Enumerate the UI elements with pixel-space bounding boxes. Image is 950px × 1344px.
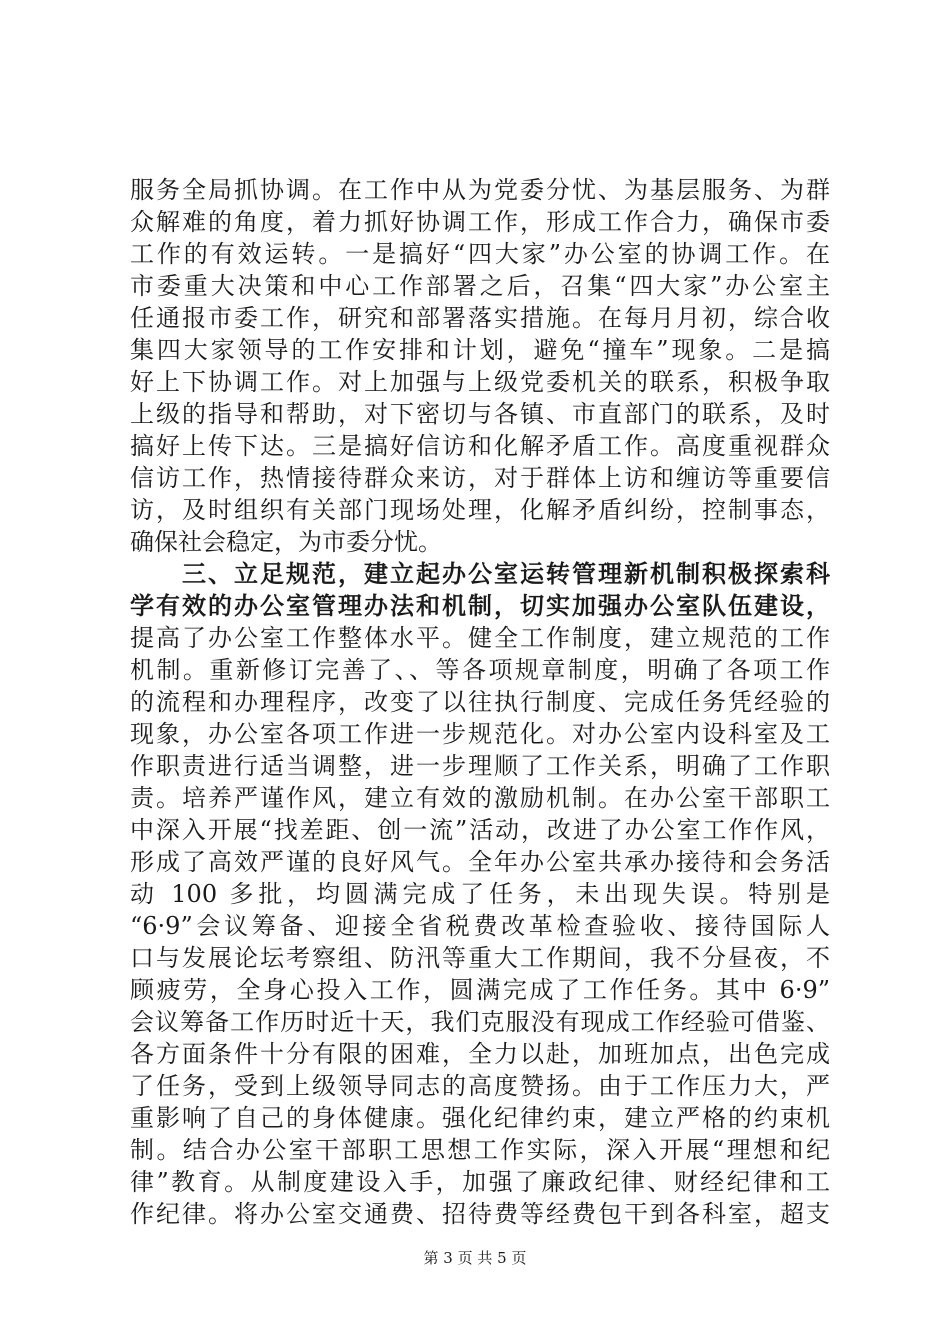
text-line: 信访工作，热情接待群众来访，对于群体上访和缠访等重要信	[130, 464, 830, 492]
text-line: 集四大家领导的工作安排和计划，避免“撞车”现象。二是搞	[130, 336, 830, 364]
heading-line: 学有效的办公室管理办法和机制，切实加强办公室队伍建设，	[130, 591, 830, 620]
text-line: 上级的指导和帮助，对下密切与各镇、市直部门的联系，及时	[130, 400, 830, 428]
heading-line: 三、立足规范，建立起办公室运转管理新机制积极探索科	[130, 559, 830, 588]
text-line: “6·9”会议筹备、迎接全省税费改革检查验收、接待国际人	[130, 912, 830, 940]
page-number-footer: 第 3 页 共 5 页	[423, 1249, 527, 1267]
text-line: 任通报市委工作，研究和部署落实措施。在每月月初，综合收	[130, 304, 830, 332]
text-line: 众解难的角度，着力抓好协调工作，形成工作合力，确保市委	[130, 208, 830, 236]
text-line: 制。结合办公室干部职工思想工作实际，深入开展“理想和纪	[130, 1136, 830, 1164]
text-line: 各方面条件十分有限的困难，全力以赴，加班加点，出色完成	[130, 1040, 830, 1068]
text-line: 现象，办公室各项工作进一步规范化。对办公室内设科室及工	[130, 720, 830, 748]
text-line: 的流程和办理程序，改变了以往执行制度、完成任务凭经验的	[130, 688, 830, 716]
text-line: 口与发展论坛考察组、防汛等重大工作期间，我不分昼夜，不	[130, 944, 830, 972]
text-line: 搞好上传下达。三是搞好信访和化解矛盾工作。高度重视群众	[130, 432, 830, 460]
text-line: 会议筹备工作历时近十天，我们克服没有现成工作经验可借鉴、	[130, 1008, 830, 1036]
text-line: 中深入开展“找差距、创一流”活动，改进了办公室工作作风，	[130, 816, 830, 844]
text-line: 顾疲劳，全身心投入工作，圆满完成了工作任务。其中 6·9”	[130, 976, 830, 1004]
text-line: 提高了办公室工作整体水平。健全工作制度，建立规范的工作	[130, 624, 830, 652]
text-line: 作纪律。将办公室交通费、招待费等经费包干到各科室，超支	[130, 1200, 830, 1228]
text-line: 市委重大决策和中心工作部署之后，召集“四大家”办公室主	[130, 272, 830, 300]
text-line: 机制。重新修订完善了、、等各项规章制度，明确了各项工作	[130, 656, 830, 684]
text-line: 动 100 多批，均圆满完成了任务，未出现失误。特别是	[130, 880, 830, 908]
text-line: 责。培养严谨作风，建立有效的激励机制。在办公室干部职工	[130, 784, 830, 812]
text-line: 好上下协调工作。对上加强与上级党委机关的联系，积极争取	[130, 368, 830, 396]
text-line: 形成了高效严谨的良好风气。全年办公室共承办接待和会务活	[130, 848, 830, 876]
text-line: 了任务，受到上级领导同志的高度赞扬。由于工作压力大，严	[130, 1072, 830, 1100]
text-line: 律”教育。从制度建设入手，加强了廉政纪律、财经纪律和工	[130, 1168, 830, 1196]
text-line: 确保社会稳定，为市委分忧。	[130, 528, 442, 556]
text-line: 重影响了自己的身体健康。强化纪律约束，建立严格的约束机	[130, 1104, 830, 1132]
text-line: 访，及时组织有关部门现场处理，化解矛盾纠纷，控制事态，	[130, 496, 830, 524]
body-text	[130, 174, 830, 1230]
text-line: 工作的有效运转。一是搞好“四大家”办公室的协调工作。在	[130, 240, 830, 268]
text-line: 作职责进行适当调整，进一步理顺了工作关系，明确了工作职	[130, 752, 830, 780]
text-line: 服务全局抓协调。在工作中从为党委分忧、为基层服务、为群	[130, 176, 830, 204]
